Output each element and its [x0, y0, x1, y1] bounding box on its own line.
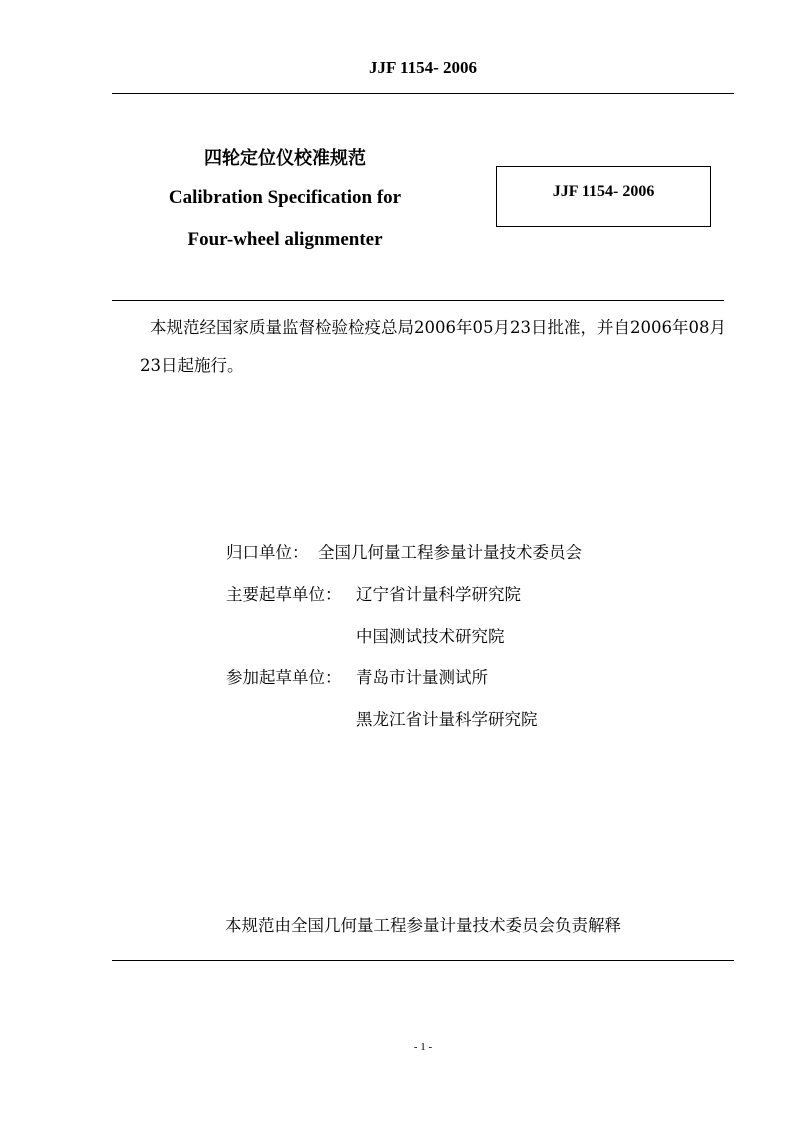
- participating-unit: 青岛市计量测试所: [356, 668, 488, 687]
- main-drafting-label: 主要起草单位：: [226, 585, 342, 604]
- page-number: - 1 -: [413, 1041, 433, 1053]
- title-english-line2: Four-wheel alignmenter: [187, 229, 383, 250]
- footer-rule: [112, 960, 734, 961]
- responsible-unit: 全国几何量工程参量计量技术委员会: [318, 543, 582, 562]
- participating-unit: 黑龙江省计量科学研究院: [356, 710, 538, 729]
- title-english-line1: Calibration Specification for: [168, 187, 402, 208]
- code-box: [496, 166, 711, 227]
- approval-text: 本规范经国家质量监督检验检疫总局2006年05月23日批准，并自2006年08月23日起施行。: [140, 318, 726, 375]
- footer-note: 本规范由全国几何量工程参量计量技术委员会负责解释: [225, 916, 621, 935]
- responsible-unit-label: 归口单位：: [226, 543, 309, 562]
- main-drafting-unit: 中国测试技术研究院: [356, 627, 505, 646]
- title-chinese: 四轮定位仪校准规范: [204, 148, 366, 169]
- main-drafting-unit: 辽宁省计量科学研究院: [356, 585, 521, 604]
- header-code: JJF 1154- 2006: [369, 58, 477, 77]
- code-box-text: JJF 1154- 2006: [552, 183, 655, 200]
- title-rule: [112, 300, 724, 301]
- header-rule: [112, 93, 734, 94]
- participating-label: 参加起草单位：: [226, 668, 342, 687]
